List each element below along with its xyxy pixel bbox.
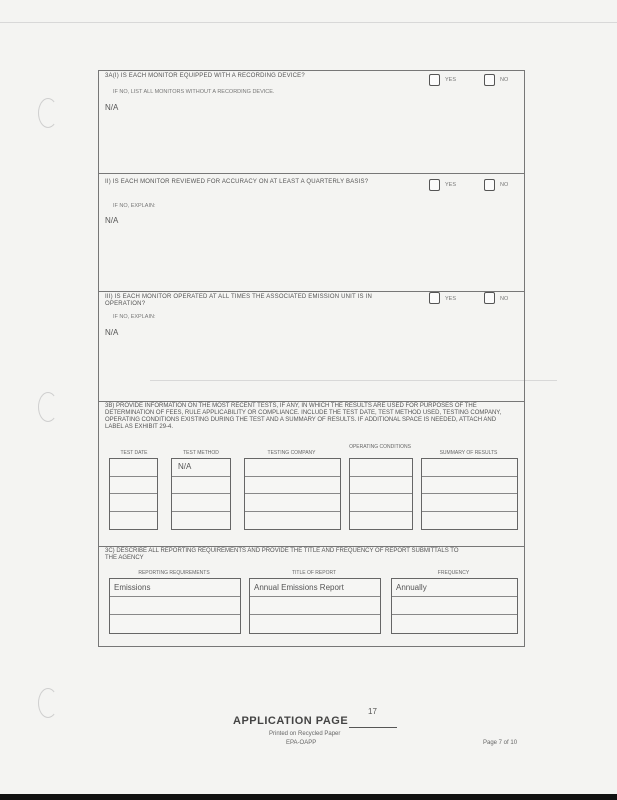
answer-field[interactable]: N/A (105, 103, 119, 112)
instruction-text: IF NO, EXPLAIN: (113, 314, 156, 320)
yes-checkbox[interactable] (429, 179, 440, 191)
punch-hole (38, 98, 58, 128)
yes-label: YES (445, 296, 457, 302)
section-reporting-requirements (99, 546, 524, 646)
no-checkbox[interactable] (484, 179, 495, 191)
no-checkbox[interactable] (484, 74, 495, 86)
question-text: 3C) DESCRIBE ALL REPORTING REQUIREMENTS AND PROVIDE THE TITLE AND FREQUENCY OF REPORT SUBMITTALS TO THE AGENCY (105, 548, 459, 561)
monitoring-form (98, 70, 525, 647)
column-header: TEST DATE (120, 450, 148, 456)
column-header: FREQUENCY (437, 570, 470, 576)
answer-field[interactable]: N/A (105, 216, 119, 225)
question-text: II) IS EACH MONITOR REVIEWED FOR ACCURACY ON AT LEAST A QUARTERLY BASIS? (105, 179, 369, 185)
yes-checkbox[interactable] (429, 74, 440, 86)
question-text: III) IS EACH MONITOR OPERATED AT ALL TIMES THE ASSOCIATED EMISSION UNIT IS IN OPERATION? (105, 294, 373, 307)
instruction-text: IF NO, LIST ALL MONITORS WITHOUT A RECORDING DEVICE. (113, 89, 275, 95)
no-label: NO (500, 182, 509, 188)
page-of-count: Page 7 of 10 (483, 740, 518, 746)
section-recording-device (99, 71, 524, 174)
no-checkbox[interactable] (484, 292, 495, 304)
answer-field[interactable]: N/A (105, 328, 119, 337)
recycled-paper-note: Printed on Recycled Paper (269, 731, 341, 737)
yes-label: YES (445, 77, 457, 83)
form-code: EPA-OAPP (286, 740, 317, 746)
column-header: TEST METHOD (183, 450, 219, 456)
application-page-number: 17 (368, 707, 377, 716)
operating-conditions-column[interactable] (349, 458, 413, 530)
summary-of-results-column[interactable] (421, 458, 518, 530)
no-label: NO (500, 296, 509, 302)
instruction-text: IF NO, EXPLAIN: (113, 203, 156, 209)
report-title-value: Annual Emissions Report (254, 583, 344, 592)
page-number-line (349, 727, 397, 728)
testing-company-column[interactable] (244, 458, 341, 530)
yes-label: YES (445, 182, 457, 188)
yes-checkbox[interactable] (429, 292, 440, 304)
column-header: SUMMARY OF RESULTS (439, 450, 498, 456)
requirement-value: Emissions (114, 583, 151, 592)
frequency-column[interactable] (391, 578, 518, 634)
reporting-requirements-column[interactable] (109, 578, 241, 634)
column-header: REPORTING REQUIREMENTS (138, 570, 210, 576)
test-method-value: N/A (178, 462, 192, 471)
test-date-column[interactable] (109, 458, 158, 530)
section-recent-tests (99, 401, 524, 547)
punch-hole (38, 392, 58, 422)
question-text: 3A(I) IS EACH MONITOR EQUIPPED WITH A RECORDING DEVICE? (105, 73, 305, 79)
scan-edge (0, 794, 617, 800)
section-accuracy-review (99, 173, 524, 292)
column-header: TITLE OF REPORT (291, 570, 337, 576)
question-text: 3B) PROVIDE INFORMATION ON THE MOST RECENT TESTS, IF ANY, IN WHICH THE RESULTS ARE USED FOR PURPOSES OF THE DETERMINATION OF FEES, RULE APPLICABILITY OR COMPLIANCE. INCLUDE THE TEST DATE, TEST METHOD USED, TESTING COMPANY, OPERATING CONDITIONS EXISTING DURING THE TEST AND A SUMMARY OF RESULTS. IF ADDITIONAL SPACE IS NEEDED, ATTACH AND LABEL AS EXHIBIT 29-4. (105, 403, 502, 430)
application-page-title: APPLICATION PAGE (233, 715, 349, 727)
frequency-value: Annually (396, 583, 427, 592)
test-method-column[interactable] (171, 458, 231, 530)
column-header: TESTING COMPANY (267, 450, 316, 456)
report-title-column[interactable] (249, 578, 381, 634)
column-header: OPERATING CONDITIONS (349, 444, 411, 450)
scan-artifact (0, 22, 617, 23)
punch-hole (38, 688, 58, 718)
no-label: NO (500, 77, 509, 83)
section-monitor-operation (99, 291, 524, 402)
